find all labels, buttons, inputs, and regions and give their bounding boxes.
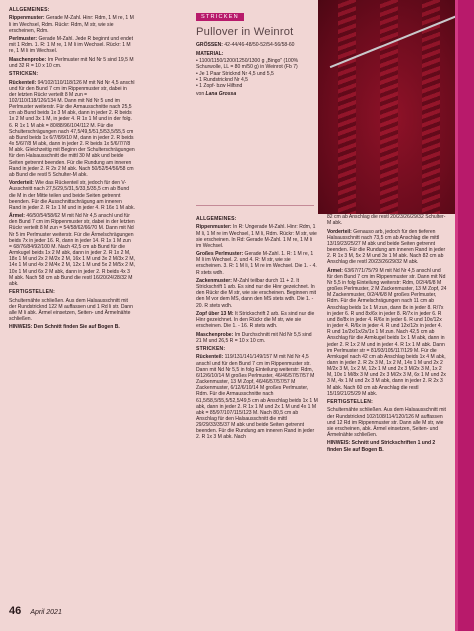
instruction-text: 46/50/54/58/62 M mit Nd Nr 4,5 anschl und für den Bund 7 cm im Rippenmuster str, dabei in der letzten Rückr verteilt 8 M zun = 54/58/62/66/70 M. Dann mit Nd Nr 5 im Perlmuster weiterstr. Für die Ärmelschrägungen beids 7x in jeder 16. R, dann in jeder 14. R 1x 1 M zun = 68/76/84/92/100 M. Nach 42,5 cm ab Bund für die Armkugel beids 1x 2 M abk, dann in jeder 2. R 1x 2 M, 18x 1 M und 2x 2 M/2x 2 M, 16x 1 M und 3x 2 M/3x 2 M, 14x 1 M und 4x 2 M/4x 2 M, 12x 1 M und 5x 2 M/5x 2 M, 10x 1 M und 6x 2 M abk, dann in jeder 2. R beids 4x 3 M abk. Nach 58 cm ab Bund die restl 16/20/24/28/32 M abk. xyxy=(9,213,135,287)
instruction-paragraph xyxy=(9,36,135,54)
instruction-text: Schulternähte schließen. Aus dem Halsausschnitt mit der Rundstricknd 122 M auffassen und 1 Rd li str. Dann alle M li abk. Ärmel einsetzen, Seiten- und Ärmelnähte schließen. xyxy=(9,297,133,323)
cable-stitch xyxy=(338,0,356,214)
term-label: Vorderteil: xyxy=(9,180,34,187)
instruction-text: 94/102/110/118/126 M mit Nd Nr 4,5 anschl und für den Bund 7 cm im Rippenmuster str, dabei in der letzten Rückr verteilt 8 M zun = 102/110/118/126/134 M. Dann mit Nd Nr 5 und im Perlmuster weiterstr. Für die Armausschnitte nach 25,5 cm ab Bund beids 1x 3 M abk, dann in jeder 2. R beids 1x 2 M und 3x 1 M, in jeder 4. R 1x 1 M und in der folg. 6. R 1x 1 M abk = 80/88/96/104/112 M. Für die Schulterschrägungen nach 47,5/49,5/51,5/53,5/55,5 cm ab Bund beids 1x 6/7/8/9/10 M, dann in jeder 2. R beids 4x 5/6/7/8 M abk, dann in jeder 2. R beids 1x 5/6/7/7/8 M abk. Gleichzeitig mit Beginn der Schulterschrägungen für den Halsausschnitt die mittl 30 M abk und beide Seiten getrennt beenden. Für die Rundung am inneren Rand in jeder 2. R 2x 2 M abk. Nach 50/52/54/56/58 cm ab Bund die restl 5 Schulter-M abk. xyxy=(9,79,135,178)
term-label: Rippenmuster: xyxy=(196,224,232,231)
brand-line: von Lana Grossa xyxy=(196,91,237,98)
section-heading: FERTIGSTELLEN: xyxy=(327,399,373,406)
section-heading: ALLGEMEINES: xyxy=(9,7,50,13)
instruction-paragraph xyxy=(9,298,135,323)
instruction-text: Gerade M-Zahl. Hinr: Rdm, 1 M re, 1 M li im Wechsel, Rdm. Rückr: Rdm, M str, wie sie erscheinen, Rdm. xyxy=(9,15,134,34)
instruction-paragraph xyxy=(9,57,135,69)
instruction-paragraph xyxy=(327,214,447,226)
term-label: HINWEIS: Den Schnitt finden Sie auf Bogen B. xyxy=(9,324,120,331)
cable-stitch xyxy=(380,0,398,214)
knit-sample-photo xyxy=(318,0,455,214)
material-item: • 1 Rundstricknd Nr 4,5 xyxy=(196,77,314,83)
instruction-text: It Strickschrift 2 arb. Es sind nur die Hinr gezeichnet. In den Rückr die M str, wie sie erscheinen. Die 1. - 16. R stets wdh. xyxy=(196,310,315,330)
instruction-paragraph xyxy=(196,251,318,276)
instructions-column-2 xyxy=(196,216,318,443)
section-heading: ALLGEMEINES: xyxy=(196,216,237,222)
instruction-paragraph xyxy=(9,15,135,33)
cable-stitch xyxy=(422,0,440,214)
instructions-column-1 xyxy=(9,7,135,333)
pattern-title: Pullover in Weinrot xyxy=(196,26,294,38)
instruction-text: In R: Ungerade M-Zahl. Hinr: Rdm, 1 M li, 1 M re im Wechsel, 1 M li, Rdm. Rückr: M str, wie sie erscheinen. In Rd: Gerade M-Zahl. 1 M re, 1 M li im Wechsel. xyxy=(196,224,317,249)
term-label: HINWEIS: Schnitt und Strickschriften 1 und 2 finden Sie auf Bogen B. xyxy=(327,440,436,453)
instruction-paragraph xyxy=(327,407,447,438)
issue-month: April 2021 xyxy=(30,609,62,616)
term-label: Zackenmuster: xyxy=(196,277,232,284)
material-list xyxy=(196,58,314,89)
term-label: Zopf über 13 M: xyxy=(196,310,234,317)
section-divider xyxy=(196,205,314,206)
instruction-paragraph xyxy=(9,213,135,287)
instruction-text: 119/131/141/149/157 M mit Nd Nr 4,5 anschl und für den Bund 7 cm im Rippenmuster str. Dann mit Nd Nr 5,5 in folg Einteilung weiterstr: Rdm, 6/12/6/10/14 M großes Perlmuster, 46/46/57/57/57 M Zackenmuster, 13 M Zopf, 46/46/57/57/57 M Zackenmuster, 6/12/6/10/14 M großes Perlmuster, Rdm. Für die Armausschnitte nach 61,5/58,5/55,5/52,5/49,5 cm ab Anschlag beids 1x 1 M abk, dann in jeder 2. R 1x 1 M und 2x 1 M und 4x 1 M abk = 85/97/107/115/123 M. Nach 80,5 cm ab Anschlag für den Halsausschnitt die mittl 29/29/33/35/37 M abk und beide Seiten getrennt beenden. Für die Rundung am inneren Rand in jeder 2. R 1x 3 M abk. Nach xyxy=(196,354,318,441)
instruction-paragraph xyxy=(327,268,447,397)
material-item: • 1 Zopf- bzw Hilfsnd xyxy=(196,83,314,89)
instruction-text: Im Durchschnitt mit Nd Nr 5,5 sind 21 M und 26,5 R = 10 x 10 cm. xyxy=(196,331,312,344)
instruction-paragraph xyxy=(9,180,135,211)
material-item: • 1100/1150/1200/1250/1300 g „Bingo" (100% Schurwolle, LL = 80 m/50 g) in Weinrot (Fb 7) xyxy=(196,58,314,70)
instruction-text: M-Zahl teilbar durch 11 + 2. It Strickschrift 1 arb. Es sind nur die Hinr gezeichnet. In den Rückr die M str, wie sie erscheinen. Beginnen mit den M vor dem MS, dann den MS stets wdh. Die 1. - 20. R stets wdh. xyxy=(196,277,317,309)
instruction-text: Schulternähte schließen. Aus dem Halsausschnitt mit der Rundstricknd 102/108/114/120/126 M auffassen und 12 Rd im Rippenmuster str. Dann alle M str, wie sie erscheinen, abk. Ärmel einsetzen, Seiten- und Ärmelnähte schließen. xyxy=(327,407,446,439)
category-tag: STRICKEN xyxy=(196,13,244,22)
sizes-line: GRÖSSEN: 42-44/46-48/50-52/54-56/58-60 xyxy=(196,42,295,48)
page-footer xyxy=(9,605,62,617)
term-label: Maschenprobe: xyxy=(9,56,47,63)
page-number: 46 xyxy=(9,605,22,617)
instruction-text: Im Perlmuster mit Nd Nr 5 sind 19,5 M und 32 R = 10 x 10 cm. xyxy=(9,56,134,69)
instruction-paragraph xyxy=(196,278,318,309)
instruction-paragraph xyxy=(196,224,318,249)
instruction-paragraph xyxy=(327,440,447,452)
instruction-paragraph xyxy=(9,80,135,179)
instruction-text: 82 cm ab Anschlag die restl 20/23/26/29/32 Schulter-M abk. xyxy=(327,214,446,227)
section-heading: STRICKEN: xyxy=(196,346,226,353)
term-label: Rippenmuster: xyxy=(9,15,45,22)
instructions-column-3 xyxy=(327,214,447,455)
section-heading: STRICKEN: xyxy=(9,71,39,78)
instruction-text: Wie das Rückenteil str, jedoch für den V-Ausschnitt nach 27,5/29,5/31,5/33,5/35,5 cm ab Bund die M in der Mitte teilen und beide Seiten getrennt beenden. Für die Ausschnittschrägung am inneren Rand in jeder 2. R 1x 1 M und in jeder 4. R 16x 1 M abk. xyxy=(9,180,135,211)
accent-stripe xyxy=(455,0,458,631)
instruction-text: Gerade M-Zahl. 1. R: 1 M re, 1 M li im Wechsel. 2. und 4. R: M str, wie sie erscheinen. 3. R: 1 M li, 1 M re im Wechsel. Die 1. - 4. R stets wdh. xyxy=(196,251,317,276)
instruction-paragraph xyxy=(196,332,318,344)
material-item: • Je 1 Paar Stricknd Nr 4,5 und 5,5 xyxy=(196,71,314,77)
term-label: Perlmuster: xyxy=(9,36,38,42)
instruction-paragraph xyxy=(196,311,318,329)
term-label: Großes Perlmuster: xyxy=(196,251,244,258)
instruction-text: Genauso arb, jedoch für den tieferen Halsausschnitt nach 73,5 cm ab Anschlag die mittl 13/19/23/25/27 M abk und beide Seiten getrennt beenden. Für die Rundung am inneren Rand in jeder 2. R 1x 3 M, 5x 2 M und 3x 1 M abk. Nach 82 cm ab Anschlag die restl 20/23/26/29/32 M abk. xyxy=(327,228,446,266)
term-label: Rückenteil: xyxy=(196,354,224,361)
term-label: Rückenteil: xyxy=(9,79,37,86)
instruction-text: 63/67/71/75/79 M mit Nd Nr 4,5 anschl und für den Bund 7 cm im Rippenmuster str. Dann mit Nd Nr 5,5 in folg Einteilung weiterstr: Rdm, 0/2/4/6/8 M großes Perlmuster, 2 M Zackenmuster, 13 M Zopf, 24 M Zackenmuster, 0/2/4/6/8 M großes Perlmuster, Rdm. Für die Ärmelschrägungen nach 11 cm ab Anschlag beids 1x 1 M zun, dann 8x in jeder 8. R/7x in jeder 6. R und 8x/6x in jeder 8. R/7x in jeder 6. R und 8x/8x in jeder 4. R/6x in jeder 6. R und 10x/12x in jeder 4. R/6x in jeder 4. R und 12x/12x in jeder 4. R und 1x/2x/1x/2x/1x 1 M zun. Nach 42,5 cm ab Anschlag für die Armkugel beids 1x 1 M abk, dann in jeder 2. R 1x 2 M und in jeder 4. R 1x 1 M abk. Dann im Perlmuster str = 81/93/105/117/129 M. Für die Armkugel nach 42 cm ab Anschlag beids 1x 4 M abk, dann in jeder 2. R 2x 3 M, 1x 2 M, 14x 1 M und 2x 2 M/2x 3 M, 1x 2 M, 12x 1 M und 2x 3 M/2x 3 M, 1x 2 M, 10x 1 M/8x 3 M und 2x 3 M/2x 3 M, 6x 1 M und 2x 3 M, 4x 1 M und 2x 3 M abk, dann in jeder 2. R 2x 3 M abk. Nach 60 cm ab Anschlag die restl 15/19/21/25/29 M abk. xyxy=(327,267,447,397)
term-label: Ärmel: xyxy=(327,267,343,274)
instruction-paragraph xyxy=(327,229,447,266)
instruction-paragraph xyxy=(9,324,135,330)
pattern-header xyxy=(196,5,314,100)
term-label: Ärmel: xyxy=(9,213,25,220)
section-heading: FERTIGSTELLEN: xyxy=(9,289,55,296)
instruction-text: Gerade M-Zahl. Jede R beginnt und endet mit 1 Rdm. 1. R: 1 M re, 1 M li im Wechsel. Rückr: 1 M re, 1 M li im Wechsel. xyxy=(9,36,134,55)
term-label: Maschenprobe: xyxy=(196,331,234,338)
material-label: MATERIAL: xyxy=(196,51,224,58)
instruction-paragraph xyxy=(196,354,318,440)
term-label: Vorderteil: xyxy=(327,228,352,235)
